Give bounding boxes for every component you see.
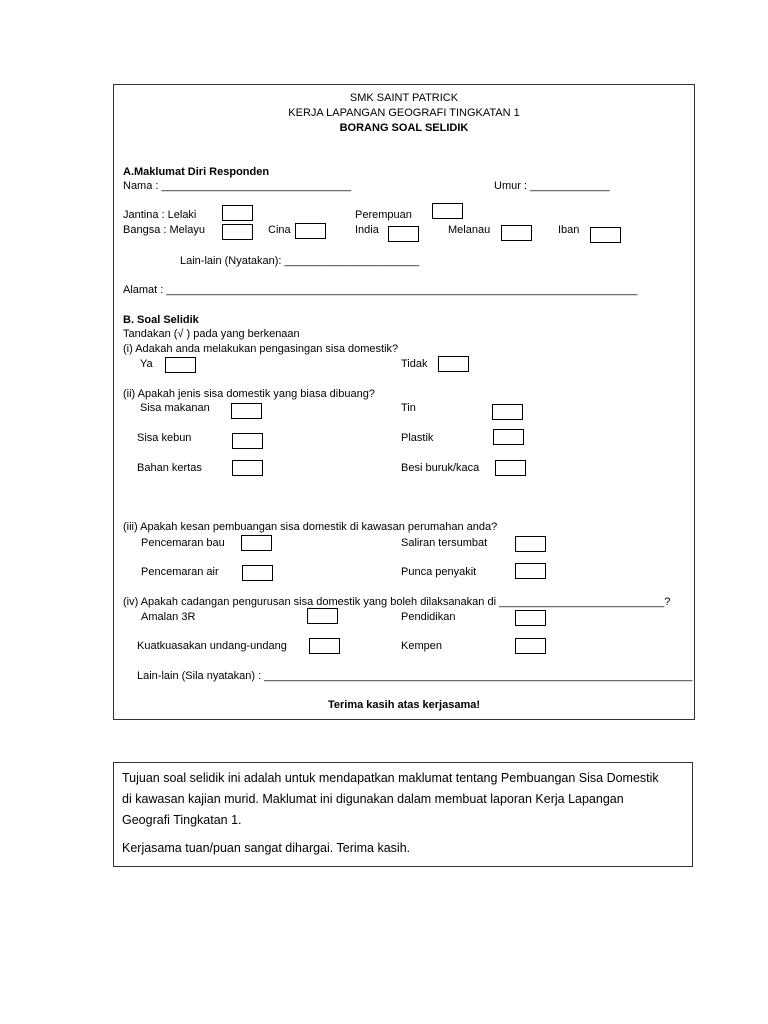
bangsa-melayu-label: Bangsa : Melayu xyxy=(123,224,205,236)
note-line-1: Tujuan soal selidik ini adalah untuk mendapatkan maklumat tentang Pembuangan Sisa Domestik xyxy=(122,771,659,785)
besi-buruk-checkbox[interactable] xyxy=(495,460,526,476)
section-a-heading: A.Maklumat Diri Responden xyxy=(123,166,270,178)
pendidikan-checkbox[interactable] xyxy=(515,610,546,626)
amalan-3r-checkbox[interactable] xyxy=(307,608,338,624)
question-1: (i) Adakah anda melakukan pengasingan sisa domestik? xyxy=(123,343,399,355)
form-title: BORANG SOAL SELIDIK xyxy=(339,122,469,134)
saliran-tersumbat-checkbox[interactable] xyxy=(515,536,546,552)
bahan-kertas-checkbox[interactable] xyxy=(232,460,263,476)
note-paragraph-2: Kerjasama tuan/puan sangat dihargai. Terima kasih. xyxy=(122,841,411,855)
india-label: India xyxy=(355,224,379,236)
option-amalan-3r-label: Amalan 3R xyxy=(141,611,196,623)
melanau-label: Melanau xyxy=(448,224,491,236)
kuatkuasakan-checkbox[interactable] xyxy=(309,638,340,654)
option-sisa-makanan-label: Sisa makanan xyxy=(140,402,210,414)
lelaki-checkbox[interactable] xyxy=(222,205,253,221)
tidak-checkbox[interactable] xyxy=(438,356,469,372)
form-subtitle: KERJA LAPANGAN GEOGRAFI TINGKATAN 1 xyxy=(288,107,520,119)
india-checkbox[interactable] xyxy=(388,226,419,242)
section-b-heading: B. Soal Selidik xyxy=(123,314,199,326)
perempuan-label: Perempuan xyxy=(355,209,412,221)
option-besi-buruk-label: Besi buruk/kaca xyxy=(401,462,480,474)
pencemaran-air-checkbox[interactable] xyxy=(242,565,273,581)
option-pencemaran-air-label: Pencemaran air xyxy=(141,566,219,578)
option-saliran-tersumbat-label: Saliran tersumbat xyxy=(401,537,488,549)
lain-lain-field[interactable]: Lain-lain (Nyatakan): ______________________ xyxy=(180,255,420,267)
option-sisa-kebun-label: Sisa kebun xyxy=(137,432,192,444)
jantina-lelaki-label: Jantina : Lelaki xyxy=(123,209,197,221)
melanau-checkbox[interactable] xyxy=(501,225,532,241)
perempuan-checkbox[interactable] xyxy=(432,203,463,219)
kempen-checkbox[interactable] xyxy=(515,638,546,654)
option-pencemaran-bau-label: Pencemaran bau xyxy=(141,537,225,549)
note-line-2: di kawasan kajian murid. Maklumat ini digunakan dalam membuat laporan Kerja Lapangan xyxy=(122,792,624,806)
option-pendidikan-label: Pendidikan xyxy=(401,611,456,623)
question-4: (iv) Apakah cadangan pengurusan sisa domestik yang boleh dilaksanakan di ___________________________? xyxy=(123,596,671,608)
sisa-makanan-checkbox[interactable] xyxy=(231,403,262,419)
iban-label: Iban xyxy=(558,224,580,236)
instruction-text: Tandakan (√ ) pada yang berkenaan xyxy=(123,328,300,340)
school-name: SMK SAINT PATRICK xyxy=(349,92,459,104)
thank-you-text: Terima kasih atas kerjasama! xyxy=(327,699,481,711)
umur-field[interactable]: Umur : _____________ xyxy=(494,180,610,192)
plastik-checkbox[interactable] xyxy=(493,429,524,445)
punca-penyakit-checkbox[interactable] xyxy=(515,563,546,579)
nama-field[interactable]: Nama : _______________________________ xyxy=(123,180,352,192)
question-2: (ii) Apakah jenis sisa domestik yang biasa dibuang? xyxy=(123,388,375,400)
sisa-kebun-checkbox[interactable] xyxy=(232,433,263,449)
option-ya-label: Ya xyxy=(140,358,153,370)
option-punca-penyakit-label: Punca penyakit xyxy=(401,566,477,578)
other-suggestions-field[interactable]: Lain-lain (Sila nyatakan) : ______________________________________________________________________ xyxy=(137,670,693,682)
melayu-checkbox[interactable] xyxy=(222,224,253,240)
option-bahan-kertas-label: Bahan kertas xyxy=(137,462,202,474)
question-3: (iii) Apakah kesan pembuangan sisa domestik di kawasan perumahan anda? xyxy=(123,521,498,533)
note-line-3: Geografi Tingkatan 1. xyxy=(122,813,242,827)
iban-checkbox[interactable] xyxy=(590,227,621,243)
option-tin-label: Tin xyxy=(401,402,416,414)
ya-checkbox[interactable] xyxy=(165,357,196,373)
option-plastik-label: Plastik xyxy=(401,432,434,444)
option-kempen-label: Kempen xyxy=(401,640,442,652)
pencemaran-bau-checkbox[interactable] xyxy=(241,535,272,551)
alamat-field[interactable]: Alamat : _____________________________________________________________________________ xyxy=(123,284,638,296)
option-kuatkuasakan-label: Kuatkuasakan undang-undang xyxy=(137,640,287,652)
tin-checkbox[interactable] xyxy=(492,404,523,420)
cina-checkbox[interactable] xyxy=(295,223,326,239)
cina-label: Cina xyxy=(268,224,291,236)
option-tidak-label: Tidak xyxy=(401,358,428,370)
